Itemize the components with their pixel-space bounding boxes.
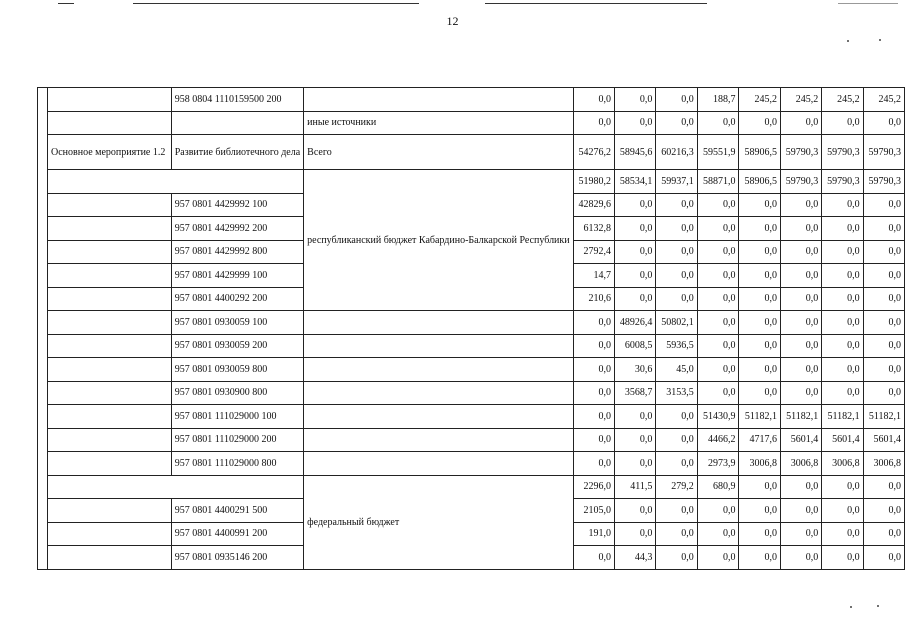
value-cell: 2296,0	[573, 475, 614, 499]
value-cell: 59790,3	[863, 135, 904, 170]
value-cell: 0,0	[863, 264, 904, 288]
activity-cell	[47, 452, 171, 476]
value-cell: 0,0	[614, 264, 655, 288]
value-cell: 59937,1	[656, 170, 697, 194]
value-cell: 0,0	[739, 546, 780, 570]
budget-code-cell: 957 0801 4429992 200	[171, 217, 303, 241]
activity-cell	[47, 334, 171, 358]
activity-cell	[47, 546, 171, 570]
activity-cell	[47, 240, 171, 264]
value-cell: 680,9	[697, 475, 739, 499]
page-number: 12	[446, 14, 459, 28]
value-cell: 48926,4	[614, 311, 655, 335]
value-cell: 0,0	[697, 522, 739, 546]
scan-artifact-line	[838, 3, 898, 4]
scan-speck	[850, 606, 852, 608]
table-row	[38, 358, 905, 382]
value-cell: 0,0	[739, 217, 780, 241]
budget-code-cell: 957 0801 111029000 100	[171, 405, 303, 429]
value-cell: 0,0	[822, 381, 863, 405]
value-cell: 0,0	[822, 334, 863, 358]
value-cell: 0,0	[863, 522, 904, 546]
value-cell: 0,0	[656, 111, 697, 135]
value-cell: 0,0	[739, 240, 780, 264]
value-cell: 5936,5	[656, 334, 697, 358]
value-cell: 0,0	[656, 499, 697, 523]
table-row	[38, 334, 905, 358]
value-cell: 0,0	[822, 499, 863, 523]
value-cell: 2792,4	[573, 240, 614, 264]
activity-title-cell: Развитие библиотечного дела	[171, 135, 303, 170]
source-cell	[304, 428, 573, 452]
value-cell: 0,0	[863, 240, 904, 264]
value-cell: 51182,1	[863, 405, 904, 429]
budget-code-cell: 957 0801 0930059 100	[171, 311, 303, 335]
value-cell: 188,7	[697, 88, 739, 112]
value-cell: 0,0	[614, 522, 655, 546]
budget-code-cell: 957 0801 4429999 100	[171, 264, 303, 288]
value-cell: 30,6	[614, 358, 655, 382]
value-cell: 0,0	[697, 311, 739, 335]
value-cell: 0,0	[822, 546, 863, 570]
value-cell: 0,0	[573, 88, 614, 112]
value-cell: 44,3	[614, 546, 655, 570]
value-cell: 0,0	[739, 522, 780, 546]
value-cell: 210,6	[573, 287, 614, 311]
value-cell: 0,0	[656, 88, 697, 112]
value-cell: 50802,1	[656, 311, 697, 335]
scan-speck	[879, 39, 881, 41]
value-cell: 0,0	[697, 111, 739, 135]
value-cell: 0,0	[780, 111, 821, 135]
value-cell: 279,2	[656, 475, 697, 499]
budget-table	[37, 87, 905, 570]
value-cell: 0,0	[739, 193, 780, 217]
value-cell: 0,0	[780, 287, 821, 311]
value-cell: 59790,3	[822, 135, 863, 170]
activity-cell	[47, 88, 171, 112]
value-cell: 0,0	[739, 334, 780, 358]
value-cell: 0,0	[863, 546, 904, 570]
value-cell: 0,0	[780, 264, 821, 288]
value-cell: 0,0	[614, 452, 655, 476]
activity-cell	[47, 405, 171, 429]
value-cell: 0,0	[863, 111, 904, 135]
value-cell: 0,0	[863, 193, 904, 217]
value-cell: 0,0	[656, 522, 697, 546]
budget-code-cell: 957 0801 0930059 200	[171, 334, 303, 358]
value-cell: 0,0	[863, 334, 904, 358]
value-cell: 0,0	[822, 522, 863, 546]
value-cell: 0,0	[863, 287, 904, 311]
budget-code-cell: 957 0801 111029000 800	[171, 452, 303, 476]
value-cell: 0,0	[780, 311, 821, 335]
value-cell: 245,2	[822, 88, 863, 112]
table-row	[38, 88, 905, 112]
value-cell: 3006,8	[780, 452, 821, 476]
value-cell: 0,0	[573, 111, 614, 135]
value-cell: 0,0	[573, 428, 614, 452]
value-cell: 0,0	[822, 240, 863, 264]
value-cell: 0,0	[656, 546, 697, 570]
activity-blank-cell	[47, 170, 303, 194]
value-cell: 245,2	[739, 88, 780, 112]
table-row	[38, 475, 905, 499]
activity-cell	[47, 311, 171, 335]
value-cell: 58906,5	[739, 170, 780, 194]
activity-cell	[47, 287, 171, 311]
value-cell: 0,0	[780, 381, 821, 405]
value-cell: 0,0	[863, 381, 904, 405]
scan-speck	[877, 605, 879, 607]
source-cell	[304, 311, 573, 335]
value-cell: 411,5	[614, 475, 655, 499]
scan-artifact-line	[133, 3, 419, 4]
value-cell: 3568,7	[614, 381, 655, 405]
value-cell: 0,0	[863, 499, 904, 523]
value-cell: 191,0	[573, 522, 614, 546]
value-cell: 0,0	[656, 193, 697, 217]
budget-code-cell: 957 0801 4400291 500	[171, 499, 303, 523]
table-row	[38, 452, 905, 476]
value-cell: 0,0	[697, 358, 739, 382]
value-cell: 2973,9	[697, 452, 739, 476]
left-margin-cell	[38, 88, 48, 570]
value-cell: 59551,9	[697, 135, 739, 170]
source-cell: федеральный бюджет	[304, 475, 573, 569]
value-cell: 0,0	[697, 193, 739, 217]
value-cell: 59790,3	[863, 170, 904, 194]
value-cell: 51182,1	[780, 405, 821, 429]
activity-blank-cell	[47, 475, 303, 499]
value-cell: 51182,1	[739, 405, 780, 429]
value-cell: 45,0	[656, 358, 697, 382]
value-cell: 0,0	[739, 358, 780, 382]
source-cell	[304, 358, 573, 382]
value-cell: 0,0	[614, 428, 655, 452]
value-cell: 0,0	[697, 217, 739, 241]
value-cell: 0,0	[656, 287, 697, 311]
scan-speck	[847, 40, 849, 42]
value-cell: 0,0	[573, 334, 614, 358]
value-cell: 58906,5	[739, 135, 780, 170]
value-cell: 0,0	[573, 452, 614, 476]
activity-cell	[47, 499, 171, 523]
value-cell: 59790,3	[822, 170, 863, 194]
value-cell: 245,2	[863, 88, 904, 112]
value-cell: 0,0	[780, 522, 821, 546]
activity-cell	[47, 428, 171, 452]
activity-cell	[47, 111, 171, 135]
value-cell: 0,0	[739, 475, 780, 499]
value-cell: 42829,6	[573, 193, 614, 217]
value-cell: 0,0	[573, 405, 614, 429]
scan-artifact-line	[485, 3, 707, 4]
value-cell: 0,0	[780, 240, 821, 264]
value-cell: 58945,6	[614, 135, 655, 170]
value-cell: 0,0	[780, 334, 821, 358]
value-cell: 0,0	[739, 311, 780, 335]
budget-code-cell	[171, 111, 303, 135]
value-cell: 0,0	[573, 381, 614, 405]
value-cell: 0,0	[780, 499, 821, 523]
budget-code-cell: 957 0801 0930059 800	[171, 358, 303, 382]
value-cell: 0,0	[863, 475, 904, 499]
value-cell: 0,0	[656, 240, 697, 264]
activity-cell	[47, 193, 171, 217]
table-row	[38, 381, 905, 405]
table-row	[38, 405, 905, 429]
value-cell: 0,0	[822, 193, 863, 217]
budget-code-cell: 957 0801 4400292 200	[171, 287, 303, 311]
value-cell: 4466,2	[697, 428, 739, 452]
budget-code-cell: 957 0801 0930900 800	[171, 381, 303, 405]
value-cell: 0,0	[656, 217, 697, 241]
value-cell: 0,0	[697, 240, 739, 264]
value-cell: 0,0	[656, 452, 697, 476]
budget-code-cell: 957 0801 4400991 200	[171, 522, 303, 546]
value-cell: 54276,2	[573, 135, 614, 170]
value-cell: 0,0	[863, 311, 904, 335]
value-cell: 0,0	[822, 475, 863, 499]
budget-code-cell: 957 0801 0935146 200	[171, 546, 303, 570]
value-cell: 59790,3	[780, 170, 821, 194]
value-cell: 0,0	[573, 311, 614, 335]
value-cell: 0,0	[739, 381, 780, 405]
activity-cell	[47, 381, 171, 405]
value-cell: 245,2	[780, 88, 821, 112]
value-cell: 0,0	[573, 546, 614, 570]
value-cell: 0,0	[614, 287, 655, 311]
value-cell: 0,0	[822, 217, 863, 241]
scan-artifact-line	[58, 3, 74, 4]
value-cell: 14,7	[573, 264, 614, 288]
value-cell: 0,0	[863, 217, 904, 241]
source-cell	[304, 381, 573, 405]
value-cell: 0,0	[822, 358, 863, 382]
value-cell: 59790,3	[780, 135, 821, 170]
value-cell: 5601,4	[863, 428, 904, 452]
value-cell: 0,0	[656, 428, 697, 452]
value-cell: 5601,4	[822, 428, 863, 452]
value-cell: 0,0	[697, 287, 739, 311]
value-cell: 3006,8	[822, 452, 863, 476]
table-row	[38, 428, 905, 452]
value-cell: 0,0	[614, 88, 655, 112]
source-cell: иные источники	[304, 111, 573, 135]
activity-cell	[47, 264, 171, 288]
value-cell: 0,0	[739, 499, 780, 523]
value-cell: 0,0	[863, 358, 904, 382]
value-cell: 0,0	[739, 111, 780, 135]
budget-code-cell: 957 0801 4429992 800	[171, 240, 303, 264]
budget-code-cell: 957 0801 4429992 100	[171, 193, 303, 217]
value-cell: 0,0	[656, 264, 697, 288]
value-cell: 0,0	[780, 358, 821, 382]
value-cell: 0,0	[697, 499, 739, 523]
activity-cell	[47, 217, 171, 241]
value-cell: 0,0	[739, 287, 780, 311]
value-cell: 0,0	[614, 405, 655, 429]
activity-cell	[47, 358, 171, 382]
table-row	[38, 111, 905, 135]
value-cell: 0,0	[697, 546, 739, 570]
value-cell: 0,0	[614, 217, 655, 241]
value-cell: 2105,0	[573, 499, 614, 523]
activity-cell: Основное мероприятие 1.2	[47, 135, 171, 170]
value-cell: 0,0	[614, 499, 655, 523]
value-cell: 0,0	[614, 193, 655, 217]
value-cell: 3006,8	[863, 452, 904, 476]
value-cell: 0,0	[780, 546, 821, 570]
value-cell: 3153,5	[656, 381, 697, 405]
source-cell	[304, 334, 573, 358]
value-cell: 58534,1	[614, 170, 655, 194]
value-cell: 0,0	[573, 358, 614, 382]
value-cell: 0,0	[739, 264, 780, 288]
value-cell: 0,0	[780, 193, 821, 217]
budget-code-cell: 958 0804 1110159500 200	[171, 88, 303, 112]
source-cell	[304, 452, 573, 476]
source-cell	[304, 88, 573, 112]
value-cell: 0,0	[697, 264, 739, 288]
value-cell: 51980,2	[573, 170, 614, 194]
value-cell: 6008,5	[614, 334, 655, 358]
source-cell	[304, 405, 573, 429]
value-cell: 0,0	[780, 475, 821, 499]
value-cell: 51430,9	[697, 405, 739, 429]
value-cell: 3006,8	[739, 452, 780, 476]
value-cell: 4717,6	[739, 428, 780, 452]
value-cell: 0,0	[697, 334, 739, 358]
source-cell: Всего	[304, 135, 573, 170]
value-cell: 0,0	[822, 287, 863, 311]
value-cell: 0,0	[822, 264, 863, 288]
budget-code-cell: 957 0801 111029000 200	[171, 428, 303, 452]
value-cell: 0,0	[780, 217, 821, 241]
value-cell: 5601,4	[780, 428, 821, 452]
table-row	[38, 135, 905, 170]
value-cell: 0,0	[656, 405, 697, 429]
activity-cell	[47, 522, 171, 546]
value-cell: 0,0	[614, 111, 655, 135]
source-cell: республиканский бюджет Кабардино-Балкарской Республики	[304, 170, 573, 311]
value-cell: 0,0	[822, 311, 863, 335]
table-row	[38, 170, 905, 194]
value-cell: 58871,0	[697, 170, 739, 194]
value-cell: 0,0	[697, 381, 739, 405]
value-cell: 51182,1	[822, 405, 863, 429]
table-row	[38, 311, 905, 335]
value-cell: 6132,8	[573, 217, 614, 241]
value-cell: 0,0	[614, 240, 655, 264]
value-cell: 60216,3	[656, 135, 697, 170]
value-cell: 0,0	[822, 111, 863, 135]
